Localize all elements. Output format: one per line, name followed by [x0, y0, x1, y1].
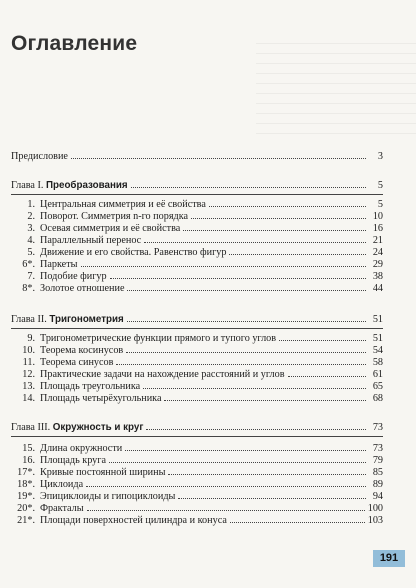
toc-item-label: Площадь треугольника — [40, 381, 141, 392]
dot-leader — [230, 522, 365, 523]
toc-page-number: 73 — [372, 422, 383, 433]
dot-leader — [71, 158, 366, 159]
dot-leader — [229, 254, 366, 255]
dot-leader — [144, 242, 366, 243]
toc-item-number: 7. — [27, 271, 35, 282]
dot-leader — [127, 321, 366, 322]
toc-page-number: 51 — [372, 333, 383, 344]
toc-item-label: Длина окружности — [40, 443, 123, 454]
dot-leader — [110, 278, 366, 279]
chapter-prefix: Глава III. — [11, 422, 51, 433]
toc-page-number: 54 — [372, 345, 383, 356]
toc-page-number: 73 — [372, 443, 383, 454]
toc-page-number: 38 — [372, 271, 383, 282]
toc-item-label: Паркеты — [40, 259, 78, 270]
toc-page-number: 89 — [372, 479, 383, 490]
toc-item-number: 14. — [22, 393, 35, 404]
toc-item-number: 11. — [22, 357, 35, 368]
dot-leader — [125, 450, 366, 451]
toc-page-number: 94 — [372, 491, 383, 502]
toc-item-label: Эпициклоиды и гипоциклоиды — [40, 491, 176, 502]
dot-leader — [116, 364, 366, 365]
toc-item-number: 21*. — [17, 515, 35, 526]
toc-page-number: 5 — [377, 199, 383, 210]
chapter-prefix: Глава II. — [11, 314, 47, 325]
toc-item[interactable] — [17, 392, 383, 405]
toc-page-number: 79 — [372, 455, 383, 466]
dot-leader — [131, 187, 366, 188]
toc-item-label: Площади поверхностей цилиндра и конуса — [40, 515, 227, 526]
toc-chapter-2[interactable] — [11, 313, 383, 326]
toc-item-number: 17*. — [17, 467, 35, 478]
dot-leader — [86, 486, 366, 487]
dot-leader — [81, 266, 367, 267]
bleed-through-shadow — [256, 34, 416, 134]
toc-page-number: 3 — [377, 151, 383, 162]
toc-item-label: Подобие фигур — [40, 271, 107, 282]
toc-item-label: Кривые постоянной ширины — [40, 467, 166, 478]
toc-item-number: 10. — [22, 345, 35, 356]
toc-page-number: 100 — [367, 503, 383, 514]
toc-item-number: 12. — [22, 369, 35, 380]
page-title: Оглавление — [11, 32, 138, 55]
toc-item-label: Теорема косинусов — [40, 345, 124, 356]
toc-item-number: 3. — [27, 223, 35, 234]
dot-leader — [168, 474, 366, 475]
dot-leader — [164, 400, 366, 401]
toc-item-number: 19*. — [17, 491, 35, 502]
dot-leader — [143, 388, 366, 389]
toc-item-number: 4. — [27, 235, 35, 246]
toc-entry-label: Предисловие — [11, 151, 68, 162]
toc-item-number: 5. — [27, 247, 35, 258]
toc-item-label: Практические задачи на нахождение расстояний и углов — [40, 369, 285, 380]
chapter-title: Преобразования — [45, 180, 128, 191]
toc-item-label: Поворот. Симметрия n-го порядка — [40, 211, 189, 222]
toc-item-label: Фракталы — [40, 503, 84, 514]
dot-leader — [279, 340, 366, 341]
toc-page-number: 21 — [372, 235, 383, 246]
toc-page-number: 103 — [367, 515, 383, 526]
dot-leader — [178, 498, 366, 499]
dot-leader — [87, 510, 365, 511]
toc-item-number: 8*. — [22, 283, 35, 294]
toc-item-label: Осевая симметрия и её свойства — [40, 223, 181, 234]
toc-page-number: 61 — [372, 369, 383, 380]
toc-page-number: 10 — [372, 211, 383, 222]
toc-item-label: Движение и его свойства. Равенство фигур — [40, 247, 227, 258]
toc-page-number: 85 — [372, 467, 383, 478]
chapter-prefix: Глава I. — [11, 180, 44, 191]
toc-item-number: 20*. — [17, 503, 35, 514]
toc-page-number: 16 — [372, 223, 383, 234]
toc-item-label: Золотое отношение — [40, 283, 125, 294]
toc-item-number: 16. — [22, 455, 35, 466]
toc-page-number: 29 — [372, 259, 383, 270]
toc-page-number: 58 — [372, 357, 383, 368]
toc-item-label: Циклоида — [40, 479, 84, 490]
toc-item-label: Параллельный перенос — [40, 235, 142, 246]
toc-item-label: Теорема синусов — [40, 357, 114, 368]
toc-page-number: 51 — [372, 314, 383, 325]
toc-item-label: Площадь четырёхугольника — [40, 393, 162, 404]
dot-leader — [288, 376, 366, 377]
dot-leader — [109, 462, 366, 463]
toc-item-number: 9. — [27, 333, 35, 344]
toc-item-number: 1. — [27, 199, 35, 210]
toc-item-label: Центральная симметрия и её свойства — [40, 199, 206, 210]
chapter-title: Окружность и круг — [52, 422, 144, 433]
dot-leader — [127, 290, 366, 291]
toc-item-number: 18*. — [17, 479, 35, 490]
toc-item-number: 15. — [22, 443, 35, 454]
dot-leader — [183, 230, 366, 231]
toc-item[interactable] — [17, 282, 383, 295]
toc-item-number: 13. — [22, 381, 35, 392]
toc-item-number: 6*. — [22, 259, 35, 270]
toc-item-label: Площадь круга — [40, 455, 106, 466]
dot-leader — [146, 429, 366, 430]
chapter-divider — [11, 194, 383, 195]
toc-item-number: 2. — [27, 211, 35, 222]
toc-page-number: 24 — [372, 247, 383, 258]
toc-chapter-3[interactable] — [11, 421, 383, 434]
toc-page-number: 44 — [372, 283, 383, 294]
chapter-title: Тригонометрия — [49, 314, 124, 325]
page-number-badge: 191 — [373, 550, 405, 567]
toc-preface[interactable] — [11, 150, 383, 163]
toc-item-label: Тригонометрические функции прямого и тупого углов — [40, 333, 277, 344]
dot-leader — [126, 352, 366, 353]
dot-leader — [191, 218, 366, 219]
dot-leader — [209, 206, 366, 207]
toc-item[interactable] — [17, 514, 383, 527]
toc-page-number: 68 — [372, 393, 383, 404]
chapter-divider — [11, 328, 383, 329]
toc-page-number: 65 — [372, 381, 383, 392]
chapter-divider — [11, 436, 383, 437]
toc-chapter-1[interactable] — [11, 179, 383, 192]
toc-page-number: 5 — [377, 180, 383, 191]
